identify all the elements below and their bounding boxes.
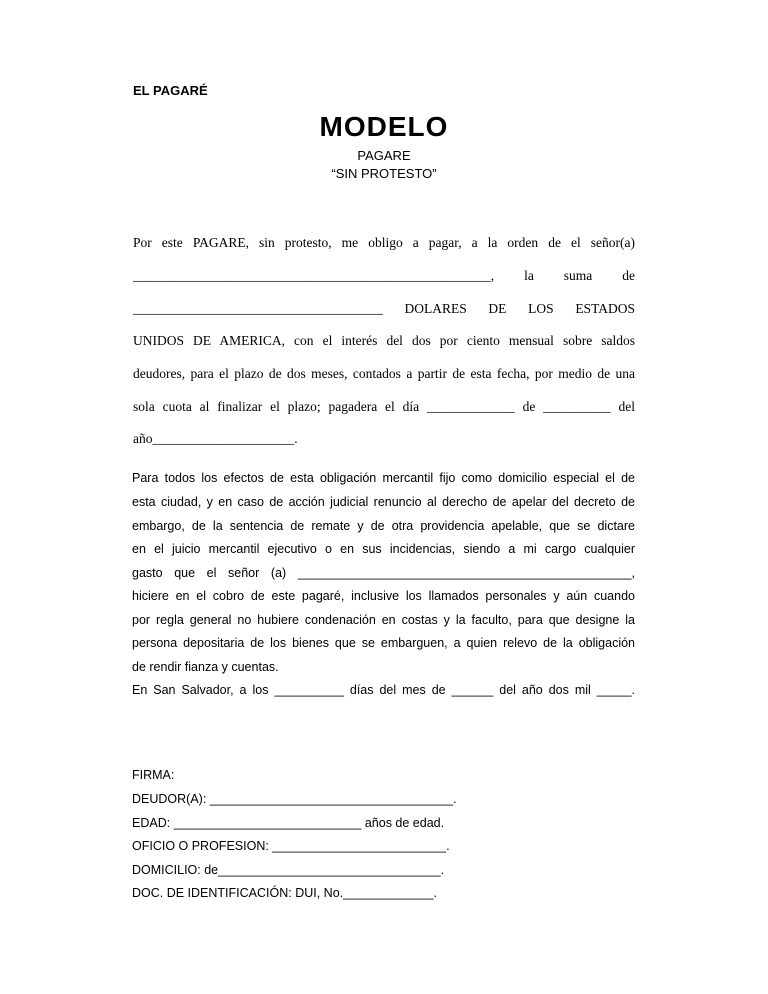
paragraph-2-line: por regla general no hubiere condenación en costas y la faculto, para que designe la: [132, 613, 635, 627]
paragraph-1-line: UNIDOS DE AMERICA, con el interés del dos por ciento mensual sobre saldos: [133, 333, 635, 348]
paragraph-2-line: hiciere en el cobro de este pagaré, inclusive los llamados personales y aún cuando: [132, 589, 635, 603]
paragraph-1-line: _____________________________________________________, la suma de: [133, 268, 635, 283]
paragraph-2-line: embargo, de la sentencia de remate y de otra providencia apelable, que se dictare: [132, 519, 635, 533]
signature-doc-line: DOC. DE IDENTIFICACIÓN: DUI, No._____________.: [132, 886, 437, 900]
paragraph-2-line: en el juicio mercantil ejecutivo o en sus incidencias, siendo a mi cargo cualquier: [132, 542, 635, 556]
document-subtitle-2: “SIN PROTESTO”: [331, 166, 437, 181]
document-subtitle-1: PAGARE: [357, 148, 411, 163]
document-title: MODELO: [319, 111, 449, 142]
document-heading: EL PAGARÉ: [133, 83, 208, 98]
signature-edad-line: EDAD: ___________________________ años de edad.: [132, 816, 445, 830]
place-date-line: En San Salvador, a los __________ días del mes de ______ del año dos mil _____.: [132, 683, 635, 697]
paragraph-1-line: Por este PAGARE, sin protesto, me obligo a pagar, a la orden de el señor(a): [133, 235, 635, 250]
signature-domicilio-line: DOMICILIO: de________________________________.: [132, 863, 445, 877]
paragraph-1-line: sola cuota al finalizar el plazo; pagadera el día _____________ de __________ del: [133, 399, 635, 414]
paragraph-2-line: esta ciudad, y en caso de acción judicial renuncio al derecho de apelar del decreto de: [132, 495, 635, 509]
signature-oficio-line: OFICIO O PROFESION: _________________________.: [132, 839, 450, 853]
paragraph-2-line: de rendir fianza y cuentas.: [132, 660, 279, 674]
signature-firma-label: FIRMA:: [132, 768, 175, 782]
paragraph-1-line: año_____________________.: [133, 431, 298, 446]
paragraph-2-line: persona depositaria de los bienes que se embarguen, a quien relevo de la obligación: [132, 636, 635, 650]
paragraph-1-line: _____________________________________ DOLARES DE LOS ESTADOS: [133, 301, 635, 316]
signature-deudor-line: DEUDOR(A): ___________________________________.: [132, 792, 457, 806]
paragraph-2-line: gasto que el señor (a) ________________________________________________,: [132, 566, 635, 580]
paragraph-1-line: deudores, para el plazo de dos meses, contados a partir de esta fecha, por medio de una: [133, 366, 635, 381]
paragraph-2-line: Para todos los efectos de esta obligación mercantil fijo como domicilio especial el de: [132, 471, 635, 485]
